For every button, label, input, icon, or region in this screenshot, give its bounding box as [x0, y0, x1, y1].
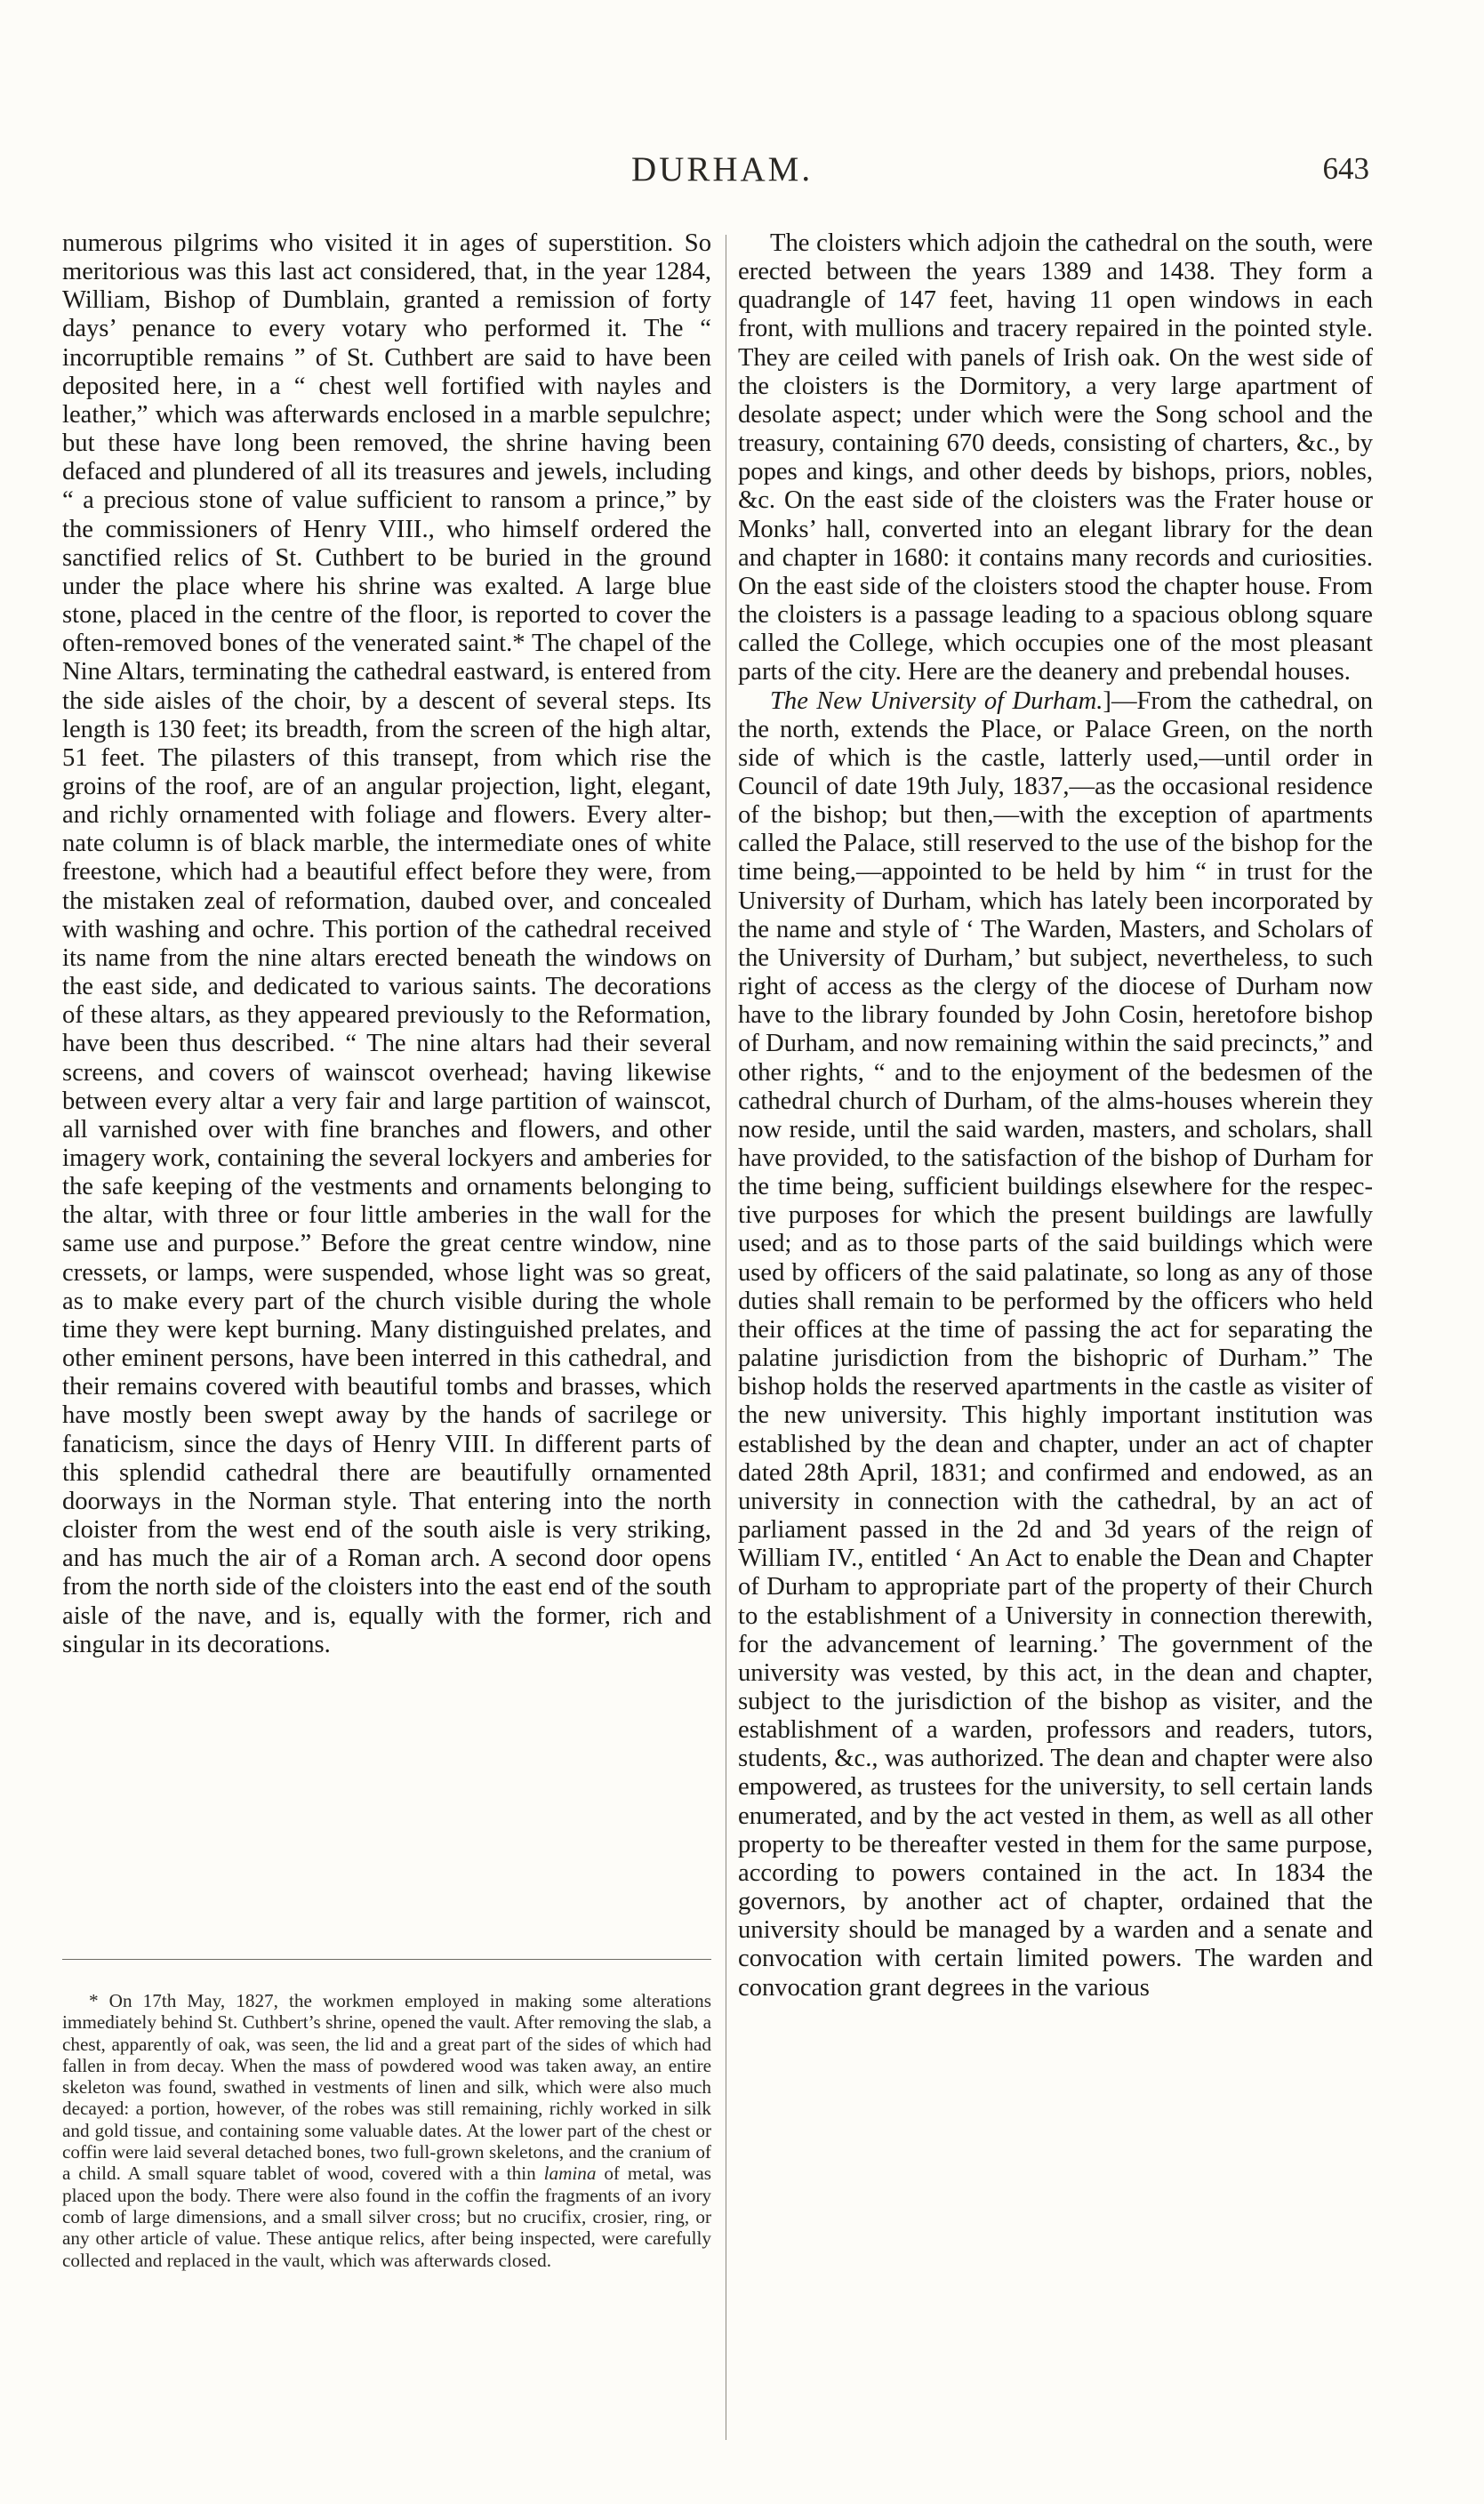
page-number: 643	[1322, 151, 1369, 186]
university-paragraph	[738, 687, 1373, 2002]
footnote-text-end: of metal, was placed upon the body. There were also found in the coffin the fragments of an ivory comb of large dimensions, and a small silver cross; but no crucifix, crosier, ring, or any other article of value. These antique relics, after being inspected, were carefully collected and replaced in the vault, which was afterwards closed.	[62, 2163, 711, 2271]
footnote-text-start: * On 17th May, 1827, the workmen employed in making some alterations immediately behind St. Cuthbert’s shrine, opened the vault. After removing the slab, a chest, apparently of oak, was seen, the lid and a great part of the sides of which had fallen in from decay. When the mass of powdered wood was taken away, an entire skeleton was found, swathed in vestments of linen and silk, which were also much decayed: a portion, however, of the robes was still remaining, richly worked in silk and gold tissue, and containing some valuable dates. At the lower part of the chest or coffin were laid several detached bones, two full-grown skeletons, and the cranium of a child. A small square tablet of wood, covered with a thin	[62, 1990, 711, 2185]
university-heading: The New University of Durham.	[770, 686, 1103, 715]
footnote	[62, 1990, 711, 2271]
page-header	[62, 149, 1369, 203]
left-column-text: numerous pilgrims who visited it in ages of superstition. So meritorious was this last act considered, that, in the year 1284, William, Bishop of Dumblain, granted a remission of forty days’ penance to every votary who performed it. The “ incorruptible remains ” of St. Cuthbert are said to have been deposited here, in a “ chest well fortified with nayles and leather,” which was afterwards enclosed in a marble sepulchre; but these have long been removed, the shrine having been defaced and plundered of all its treasures and jewels, including “ a precious stone of value sufficient to ransom a prince,” by the commissioners of Henry VIII., who himself ordered the sanctified relics of St. Cuthbert to be buried in the ground under the place where his shrine was exalted. A large blue stone, placed in the centre of the floor, is reported to cover the often-removed bones of the venerated saint.* The chapel of the Nine Altars, terminating the cathedral eastward, is entered from the side aisles of the choir, by a descent of several steps. Its length is 130 feet; its breadth, from the screen of the high altar, 51 feet. The pilasters of this transept, from which rise the groins of the roof, are of an angular projection, light, elegant, and richly ornamented with foliage and flowers. Every alternate column is of black marble, the intermediate ones of white freestone, which had a beautiful effect before they were, from the mistaken zeal of reformation, daubed over, and concealed with washing and ochre. This portion of the cathedral received its name from the nine altars erected beneath the windows on the east side, and dedicated to various saints. The decorations of these altars, as they appeared previously to the Reformation, have been thus described. “ The nine altars had their several screens, and covers of wainscot overhead; having likewise between every altar a very fair and large partition of wainscot, all varnished over with fine branches and flowers, and other imagery work, containing the several lockyers and amberies for the safe keeping of the vestments and ornaments belonging to the altar, with three or four little amberies in the wall for the same use and purpose.” Before the great centre window, nine cressets, or lamps, were suspended, whose light was so great, as to make every part of the church visible during the whole time they were kept burning. Many distinguished prelates, and other eminent persons, have been interred in this cathedral, and their remains covered with beautiful tombs and brasses, which have mostly been swept away by the hands of sacrilege or fanaticism, since the days of Henry VIII. In different parts of this splendid cathedral there are beautifully ornamented doorways in the Norman style. That entering into the north cloister from the west end of the south aisle is very striking, and has much the air of a Roman arch. A second door opens from the north side of the cloisters into the east end of the south aisle of the nave, and is, equally with the former, rich and singular in its decorations.	[62, 229, 711, 1658]
cloisters-paragraph: The cloisters which adjoin the cathedral on the south, were erected between the years 1389 and 1438. They form a quadrangle of 147 feet, having 11 open windows in each front, with mullions and tracery repaired in the pointed style. They are ceiled with panels of Irish oak. On the west side of the cloisters is the Dormitory, a very large apartment of desolate aspect; under which were the Song school and the treasury, containing 670 deeds, consisting of charters, &c., by popes and kings, and other deeds by bishops, priors, nobles, &c. On the east side of the cloisters was the Frater house or Monks’ hall, converted into an elegant library for the dean and chapter in 1680: it contains many records and curiosities. On the east side of the cloisters stood the chapter house. From the cloisters is a passage leading to a spacious oblong square called the College, which occupies one of the most pleasant parts of the city. Here are the deanery and prebendal houses.	[738, 229, 1373, 686]
university-paragraph-text: ]—From the cathedral, on the north, extends the Place, or Palace Green, on the north side of which is the castle, latterly used,—until order in Council of date 19th July, 1837,—as the occasional residence of the bishop; but then,—with the exception of apartments called the Palace, still reserved to the use of the bishop for the time being,—appointed to be held by him “ in trust for the University of Durham, which has lately been incorporated by the name and style of ‘ The Warden, Masters, and Scholars of the University of Durham,’ but subject, nevertheless, to such right of access as the clergy of the diocese of Durham now have to the library founded by John Cosin, heretofore bishop of Durham, and now remaining within the said precincts,” and other rights, “ and to the enjoyment of the bedesmen of the cathedral church of Durham, of the alms-houses wherein they now reside, until the said warden, masters, and scholars, shall have provided, to the satisfaction of the bishop of Durham for the time being, sufficient buildings elsewhere for the respective purposes for which the present buildings are lawfully used; and as to those parts of the said buildings which were used by officers of the said palatinate, so long as any of those duties shall remain to be performed by the officers who held their offices at the time of passing the act for separating the palatine jurisdiction from the bishopric of Durham.” The bishop holds the reserved apartments in the castle as visiter of the new university. This highly important institution was established by the dean and chapter, under an act of chapter dated 28th April, 1831; and confirmed and endowed, as an university in connection with the cathedral, by an act of parliament passed in the 2d and 3d years of the reign of William IV., entitled ‘ An Act to enable the Dean and Chapter of Durham to appropriate part of the property of their Church to the establishment of a University in connection therewith, for the advancement of learning.’ The government of the university was vested, by this act, in the dean and chapter, subject to the jurisdiction of the bishop as visiter, and the establishment of a warden, professors and readers, tutors, students, &c., was authorized. The dean and chapter were also empowered, as trustees for the university, to sell certain lands enumerated, and by the act vested in them, as well as all other property to be thereafter vested in them for the same purpose, according to powers contained in the act. In 1834 the governors, by another act of chapter, ordained that the university should be managed by a warden and a senate and convocation with certain limited powers. The warden and convocation grant degrees in the various	[738, 686, 1373, 2002]
right-column	[738, 229, 1373, 2002]
running-head: DURHAM.	[631, 150, 814, 189]
footnote-text	[62, 1990, 711, 2271]
footnote-italic-word: lamina	[543, 2163, 597, 2185]
footnote-rule	[62, 1959, 711, 1960]
left-column	[62, 229, 711, 1659]
